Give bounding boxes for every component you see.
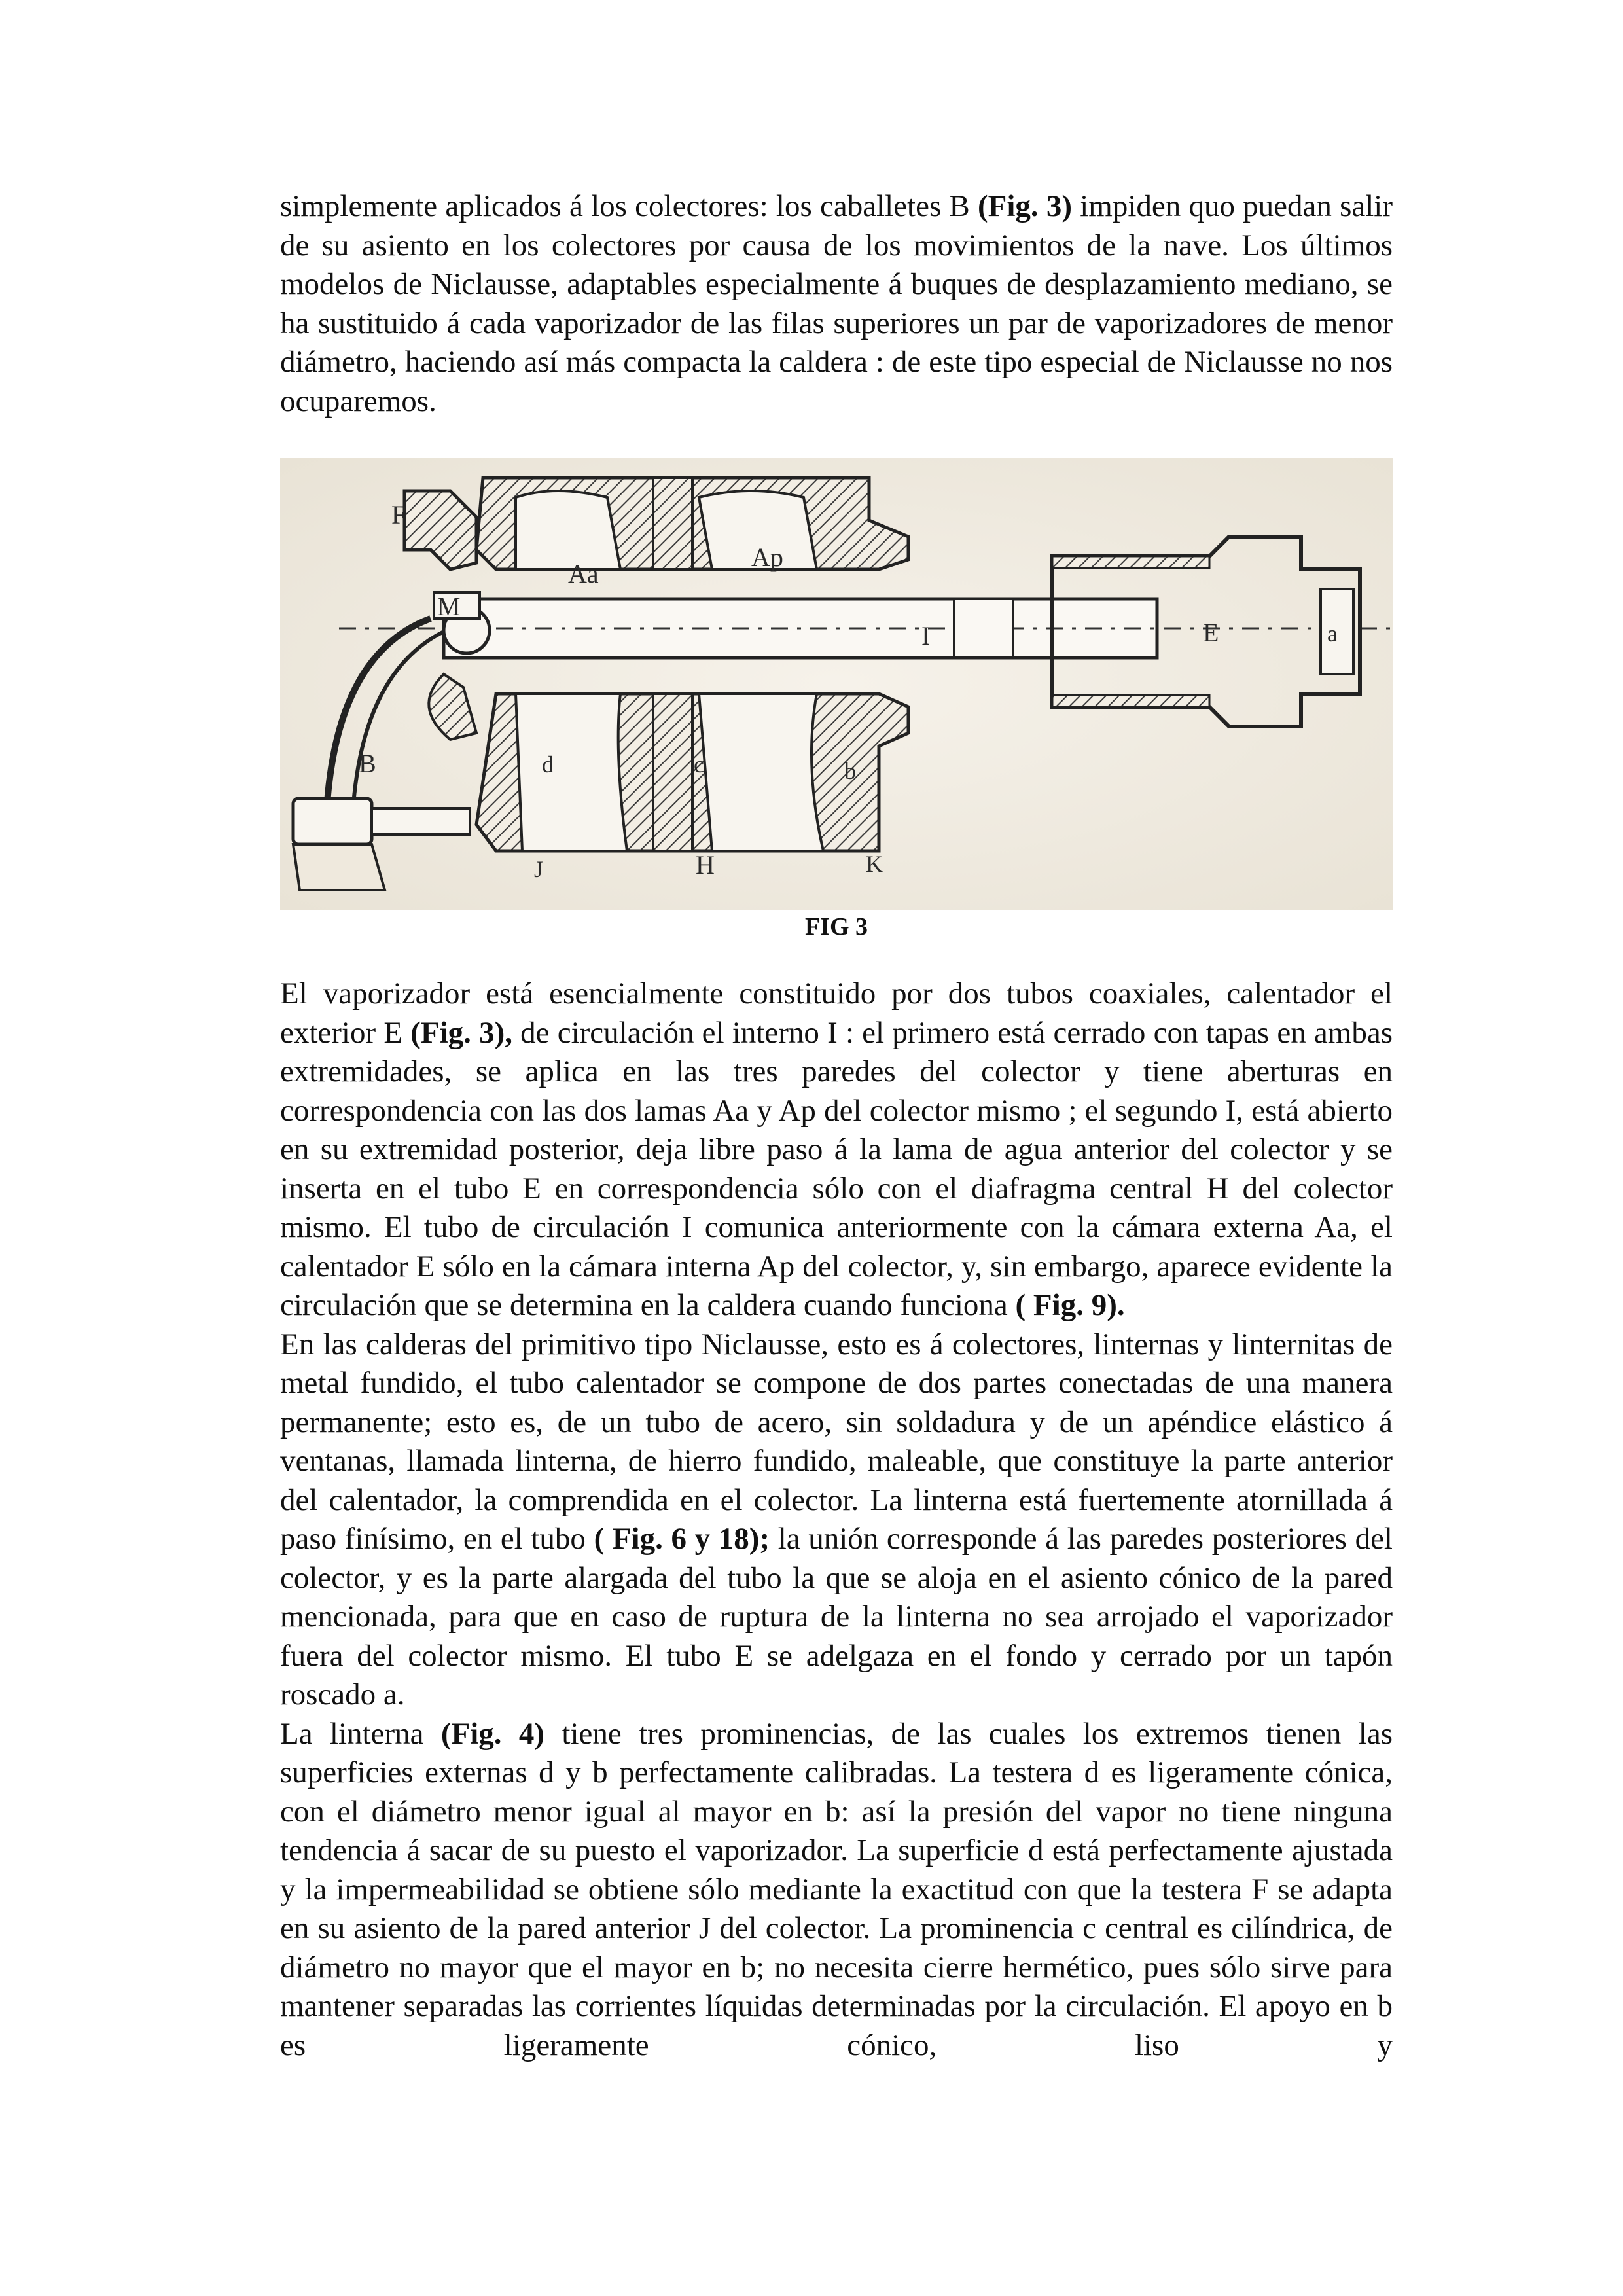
text-run: de circulación el interno I : el primero está cerrado con tapas en ambas extremidades, se aplica en las tres paredes del colector y tiene aberturas en correspondencia con las dos lamas Aa y Ap del colector mismo ; el segundo I, está abierto en su extremidad posterior, deja libre paso á la lama de agua anterior del colector y se inserta en el tubo E en correspondencia sólo con el diafragma central H del colector mismo. El tubo de circulación I comunica anteriormente con la cámara externa Aa, el calentador E sólo en la cámara interna Ap del colector, y, sin embargo, aparece evidente la circulación que se determina en la caldera cuando funciona [280,1015,1393,1322]
text-run: impiden quo puedan salir de su asiento en los colectores por causa de los movimientos de la nave. Los últimos modelos de Niclausse, adaptables especialmente á buques de desplazamiento mediano, se ha sustituido á cada vaporizador de las filas superiores un par de vaporizadores de menor diámetro, haciendo así más compacta la caldera : de este tipo especial de Niclausse no nos ocuparemos. [280,189,1393,418]
diaphragm-top [653,478,692,569]
heater-wall-top [1052,556,1209,568]
bolt-shank [372,808,470,834]
label-b-bridle: B [359,749,376,778]
figure-reference: (Fig. 3), [410,1015,512,1050]
heater-wall-bottom [1052,695,1209,707]
label-b: b [844,758,856,784]
figure-reference: (Fig. 4) [440,1716,545,1751]
chamber-lower-front [516,694,627,851]
paragraph-2 [280,1325,1393,1715]
text-run: tiene tres prominencias, de las cuales los extremos tienen las superficies externas d y b perfectamente calibradas. La testera d es ligeramente cónica, con el diámetro menor igual al mayor en b: así la presión del vapor no tiene ninguna tendencia á sacar de su puesto el vaporizador. La superficie d está perfectamente ajustada y la impermeabilidad se obtiene sólo mediante la exactitud con que la testera F se adapta en su asiento de la pared anterior J del colector. La prominencia c central es cilíndrica, de diámetro no mayor que el mayor en b; no necesita cierre hermético, pues sólo sirve para mantener separadas las corrientes líquidas determinadas por la circulación. El apoyo en b es ligeramente cónico, liso y [280,1716,1393,2062]
figure-caption: FIG 3 [804,913,868,941]
chamber-aa [516,491,620,569]
boiler-tube-figure [280,458,1393,910]
text-run: la unión corresponde á las paredes posteriores del colector, y es la parte alargada del tubo la que se aloja en el asiento cónico de la pared mencionada, para que en caso de ruptura de la linterna no sea arrojado el vaporizador fuera del colector mismo. El tubo E se adelgaza en el fondo y cerrado por un tapón roscado a. [280,1522,1393,1712]
label-f: F [391,500,406,529]
label-m: M [437,592,461,621]
label-h: H [696,850,715,880]
label-i: I [921,621,931,651]
figure-reference: ( Fig. 6 y 18); [594,1522,770,1556]
top-paragraph [280,187,1393,421]
label-c: c [694,751,704,778]
body-text-block [280,975,1393,2065]
text-run: En las calderas del primitivo tipo Niclausse, esto es á colectores, linternas y linternitas de metal fundido, el tubo calentador se compone de dos partes conectadas de una manera permanente; esto es, de un tubo de acero, sin soldadura y de un apéndice elástico á ventanas, llamada linterna, de hierro fundido, maleable, que constituye la parte anterior del calentador, la comprendida en el colector. La linterna está fuertemente atornillada á paso finísimo, en el tubo [280,1327,1393,1556]
top-text-block [280,187,1393,421]
figure-drawing [280,458,1393,910]
bolt-base [293,844,385,890]
diaphragm [653,694,692,851]
label-a: a [1327,620,1338,647]
text-run: simplemente aplicados á los colectores: los caballetes B [280,189,978,223]
bolt-nut [293,798,372,844]
chamber-lower-back [699,694,823,851]
tube-break-piece [954,599,1013,658]
figure-reference: (Fig. 3) [977,189,1073,223]
paragraph-1 [280,975,1393,1325]
text-run: El vaporizador está esencialmente constituido por dos tubos coaxiales, calentador el exterior E [280,977,1393,1050]
label-ap: Ap [751,543,783,572]
figure-reference: ( Fig. 9). [1015,1288,1125,1322]
text-run: La linterna [280,1716,441,1751]
label-j: J [534,856,544,882]
label-e: E [1203,618,1219,647]
paragraph-3 [280,1715,1393,2066]
label-k: K [866,851,883,877]
label-aa: Aa [568,559,599,588]
label-d: d [542,751,554,778]
